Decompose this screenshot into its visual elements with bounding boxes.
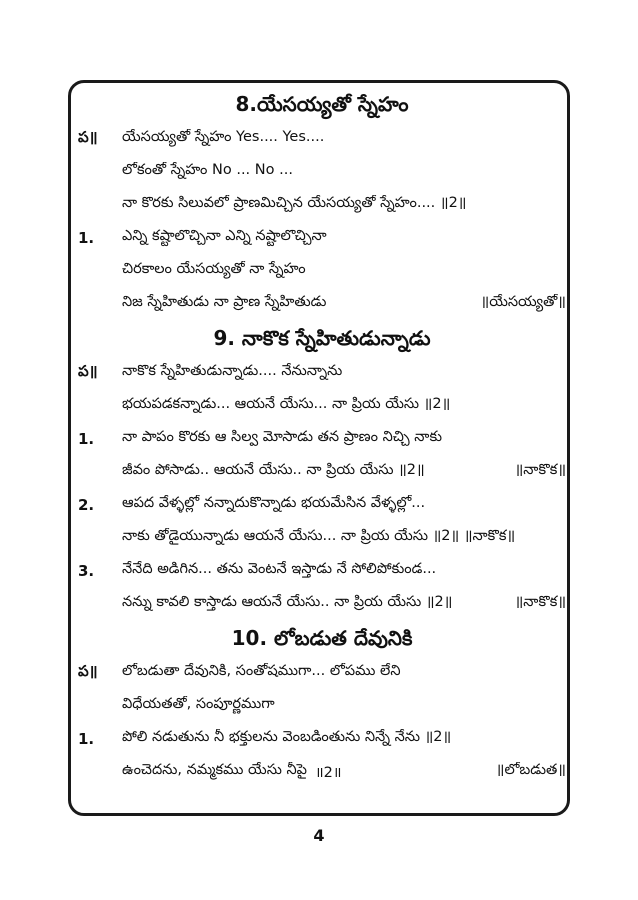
- refrain-label: ॥నాకొక॥: [514, 593, 566, 610]
- lyric-line: [78, 254, 566, 287]
- lyric-line: [78, 155, 566, 188]
- repeat-mark: ॥2॥: [315, 764, 342, 781]
- lyric-text: చిరకాలం యేసయ్యతో నా స్నేహం: [122, 260, 306, 277]
- lyric-text: యేసయ్యతో స్నేహం Yes.... Yes....: [122, 128, 325, 145]
- song-title: 9. నాకొక స్నేహితుడున్నాడు: [213, 326, 431, 350]
- line-marker: 1.: [78, 729, 95, 748]
- page-number: 4: [313, 826, 325, 845]
- line-marker: 1.: [78, 228, 95, 247]
- lyric-text: ఆపద వేళ్ళల్లో నన్నాదుకొన్నాడు భయమేసిన వేళ్ళల్లో...: [122, 494, 426, 511]
- lyric-text: నన్ను కావలి కాస్తాడు ఆయనే యేసు.. నా ప్రియ యేసు ॥2॥: [122, 593, 453, 610]
- lyric-text: నా పాపం కొరకు ఆ సిల్వ మోసాడు తన ప్రాణం నిచ్చి నాకు: [122, 428, 443, 445]
- lyric-text: ఎన్ని కష్టాలొచ్చినా ఎన్ని నష్టాలొచ్చినా: [122, 227, 327, 244]
- lyric-line: [78, 656, 566, 689]
- line-marker: ప॥: [78, 361, 98, 380]
- lyric-text: నాకు తోడైయున్నాడు ఆయనే యేసు... నా ప్రియ యేసు ॥2॥ ॥నాకొక॥: [122, 527, 516, 544]
- song-title: 8.యేసయ్యతో స్నేహం: [235, 92, 409, 116]
- lyric-text: లోబడుతా దేవునికి, సంతోషముగా... లోపము లేని: [122, 662, 401, 679]
- lyric-text: భయపడకన్నాడు... ఆయనే యేసు... నా ప్రియ యేసు ॥2॥: [122, 395, 451, 412]
- lyric-line: [78, 188, 566, 221]
- lyric-line: [78, 356, 566, 389]
- lyric-text: నాకొక స్నేహితుడున్నాడు.... నేనున్నాను: [122, 362, 343, 379]
- line-marker: ప॥: [78, 661, 98, 680]
- song-title: 10. లోబడుత దేవునికి: [231, 626, 413, 650]
- lyric-text: విధేయతతో, సంపూర్ణముగా: [122, 695, 275, 712]
- lyric-text: జీవం పోసాడు.. ఆయనే యేసు.. నా ప్రియ యేసు ॥2॥: [122, 461, 425, 478]
- lyric-line: [78, 389, 566, 422]
- lyric-line: [78, 422, 566, 455]
- lyric-line: [78, 689, 566, 722]
- lyric-line: [78, 221, 566, 254]
- line-marker: 1.: [78, 429, 95, 448]
- song-content: [78, 86, 566, 788]
- lyric-text: నిజ స్నేహితుడు నా ప్రాణ స్నేహితుడు: [122, 293, 327, 310]
- line-marker: 2.: [78, 495, 95, 514]
- refrain-label: ॥లోబడుత॥: [495, 761, 566, 778]
- lyric-line: [78, 755, 566, 788]
- lyric-line: [78, 587, 566, 620]
- lyric-line: [78, 521, 566, 554]
- song-block: [78, 320, 566, 620]
- lyric-text: ఉంచెదను, నమ్మకము యేసు నీపై: [122, 761, 307, 778]
- lyric-line: [78, 122, 566, 155]
- refrain-label: ॥యేసయ్యతో॥: [480, 293, 566, 310]
- song-block: [78, 86, 566, 320]
- lyric-line: [78, 722, 566, 755]
- lyric-text: పోలి నడుతును నీ భక్తులను వెంబడింతును నిన్నే నేను ॥2॥: [122, 728, 452, 745]
- lyric-line: [78, 488, 566, 521]
- lyric-text: నా కొరకు సిలువలో ప్రాణమిచ్చిన యేసయ్యతో స్నేహం.... ॥2॥: [122, 194, 467, 211]
- lyric-line: [78, 455, 566, 488]
- song-block: [78, 620, 566, 788]
- lyric-text: లోకంతో స్నేహం No ... No ...: [122, 161, 293, 178]
- line-marker: ప॥: [78, 127, 98, 146]
- line-marker: 3.: [78, 561, 95, 580]
- lyric-line: [78, 287, 566, 320]
- lyric-line: [78, 554, 566, 587]
- lyric-text: నేనేది అడిగిన... తను వెంటనే ఇస్తాడు నే సోలిపోకుండ...: [122, 560, 437, 577]
- refrain-label: ॥నాకొక॥: [514, 461, 566, 478]
